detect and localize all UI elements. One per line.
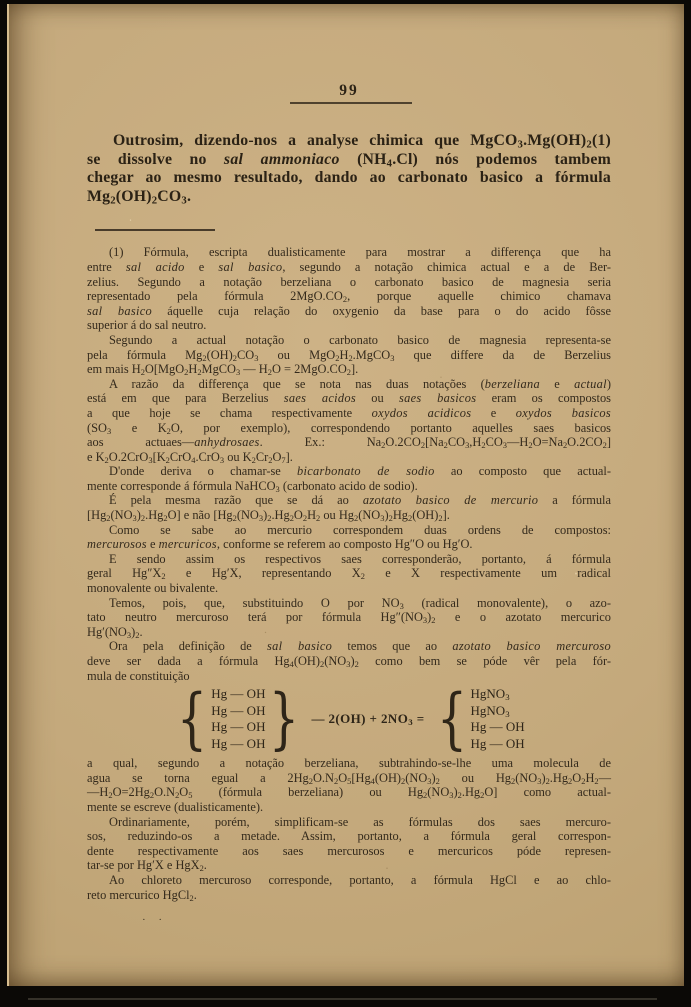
page-header (87, 82, 611, 104)
text-line: E sendo assim os respectivos saes corresponderão, portanto, á fórmula (109, 551, 611, 566)
footnote-paragraph (87, 377, 611, 465)
formula-row: Hg — OH (211, 686, 266, 702)
formula-row: Hg — OH (211, 719, 266, 735)
formula-row: Hg — OH (211, 702, 266, 718)
text-line: ($SO_3$ e $K_2O$, por exemplo), correspondendo portanto aquelles saes basicos (87, 420, 611, 436)
text-line: dente respectivamente aos saes mercurosos e mercuricos póde represen- (87, 843, 611, 858)
scan-edge-line (28, 998, 657, 1000)
text-line: agua se torna egual a $2Hg_2O.N_2O_5[Hg_4(OH)_2(NO_3)_2$ ou $Hg_2(NO_3)_2.Hg_2O_2H_2—$ (87, 770, 611, 786)
text-line: zelius. Segundo a notação berzeliana o carbonato basico de magnesia seria (87, 274, 611, 289)
text-line: Como se sabe ao mercurio correspondem duas ordens de compostos: (109, 522, 611, 537)
text-line: Ora pela definição de sal basico temos que ao azotato basico mercuroso (109, 639, 611, 654)
text-line: superior á do sal neutro. (87, 318, 207, 333)
footnote-paragraph (87, 552, 611, 596)
text-line: $—H_2O=2Hg_2O.N_2O_5$ (fórmula berzeliana) ou $Hg_2(NO_3)_2.Hg_2O$] como actual- (87, 785, 611, 801)
footnote (87, 245, 611, 902)
text-line: se dissolve no sal ammoniaco $(NH_4.Cl)$ nós podemos tambem (87, 150, 611, 170)
formula-column (211, 686, 265, 752)
text-line: geral $Hg''X_2$ e Hg′X, representando $X_2$ e X respectivamente um radical (87, 566, 611, 582)
text-line: tato neutro mercuroso terá por fórmula $Hg''(NO_3)_2$ e o azotato mercurico (87, 610, 611, 626)
footnote-paragraph (87, 464, 611, 493)
footnote-paragraph (87, 523, 611, 552)
text-line: e $K_2O.2CrO_3[K_2CrO_4.CrO_3$ ou $K_2Cr_2O_7$]. (87, 449, 293, 465)
text-line: É pela mesma razão que se dá ao azotato basico de mercurio a fórmula (109, 493, 611, 508)
text-line: mente corresponde á fórmula NaHCO$_3$ (carbonato acido de sodio). (87, 478, 418, 494)
text-line: tar-se por Hg′X e HgX$_2$. (87, 858, 207, 874)
text-line: sos, reduzindo-os a metade. Assim, portanto, a fórmula geral correspon- (87, 829, 611, 844)
right-open-brace: { (436, 680, 467, 758)
footnote-paragraph (87, 639, 611, 683)
text-line: $Mg_2(OH)_2CO_3$. (87, 187, 192, 207)
text-line: D'onde deriva o chamar-se bicarbonato de sodio ao composto que actual- (109, 464, 611, 479)
page-number-underline (290, 102, 412, 104)
text-line: monovalente ou bivalente. (87, 581, 219, 596)
text-line: entre sal acido e sal basico, segundo a notação chimica actual e a de Ber- (87, 259, 611, 274)
formula-row: Hg — OH (470, 719, 525, 735)
text-line: sal basico áquelle cuja relação do oxygenio da base para o do acido fôsse (87, 303, 611, 318)
footnote-paragraph (87, 815, 611, 873)
text-line: a qual, segundo a notação berzeliana, subtrahindo-se-lhe uma molecula de (87, 756, 611, 771)
main-paragraph (87, 132, 611, 206)
page-number: 99 (339, 82, 359, 99)
text-line: A razão da differença que se nota nas duas notações (berzeliana e actual) (109, 376, 611, 391)
text-line: deve ser dada a fórmula $Hg_4(OH)_2(NO_3)_2$ como bem se póde vêr pela fór- (87, 654, 611, 670)
text-line: chegar ao mesmo resultado, dando ao carbonato basico a fórmula (87, 169, 611, 187)
formula-row: Hg — OH (470, 735, 525, 751)
text-line: pela fórmula $Mg_2(OH)_2CO_3$ ou $MgO_2H_2.MgCO_3$ que differe da de Berzelius (87, 347, 612, 363)
text-line: $Hg'(NO_3)_2$. (87, 624, 143, 640)
footnote-paragraph (87, 245, 611, 333)
page-content (87, 4, 611, 902)
text-line: $[Hg_2(NO_3)_2.Hg_2O]$ e não [$Hg_2(NO_3)_2.Hg_2O_2H_2$ ou $Hg_2(NO_3)_2Hg_2(OH)_2$]. (87, 508, 450, 524)
text-line: mente se escreve (dualisticamente). (87, 799, 264, 814)
footnote-paragraph (87, 596, 611, 640)
text-line: Segundo a actual notação o carbonato basico de magnesia representa-se (109, 332, 611, 347)
text-line: representado pela fórmula $2MgO.CO_2$, porque aquelle chimico chamava (87, 289, 611, 305)
footnote-paragraph (87, 333, 611, 377)
text-line: mula de constituição (87, 668, 190, 683)
text-line: (1) Fórmula, escripta dualisticamente para mostrar a differença que ha (109, 245, 611, 260)
constitution-formula (87, 680, 611, 758)
print-artifact-dots: · · (142, 914, 168, 926)
formula-row: HgNO$_3$ (470, 702, 510, 719)
text-line: em mais $H_2O[MgO_2H_2MgCO_3$ — $H_2O = 2MgO.CO_2$]. (87, 362, 359, 378)
footnote-separator (95, 229, 215, 231)
text-line: está em que para Berzelius saes acidos ou saes basicos eram os compostos (87, 391, 611, 406)
text-line: Ordinariamente, porém, simplificam-se as fórmulas dos saes mercuro- (109, 814, 611, 829)
text-line: mercurosos e mercuricos, conforme se referem ao composto Hg″O ou Hg′O. (87, 537, 473, 552)
text-line: reto mercurico HgCl$_2$. (87, 887, 197, 903)
formula-column (471, 686, 525, 752)
text-line: a que hoje se chama respectivamente oxydos acidicos e oxydos basicos (87, 405, 612, 420)
footnote-paragraph (87, 873, 611, 902)
formula-row: HgNO$_3$ (470, 686, 510, 703)
footnote-paragraph (87, 756, 611, 814)
footnote-paragraph (87, 493, 611, 522)
text-line: aos actuaes—anhydrosaes. Ex.: $Na_2O.2CO_2[Na_2CO_3,H_2CO_3—H_2O=Na_2O.2CO_2]$ (87, 435, 611, 451)
text-line: Ao chloreto mercuroso corresponde, portanto, a fórmula HgCl e ao chlo- (109, 872, 611, 887)
book-page (7, 4, 684, 986)
left-open-brace: { (177, 680, 208, 758)
text-line: Outrosim, dizendo-nos a analyse chimica que $MgCO_3.Mg(OH)_2(1)$ (113, 132, 611, 151)
formula-row: Hg — OH (211, 735, 266, 751)
text-line: Temos, pois, que, substituindo O por $NO_3$ (radical monovalente), o azo- (109, 595, 611, 611)
left-close-brace: } (269, 680, 300, 758)
formula-operation: — $2(OH) + 2NO_3$ = (311, 710, 425, 728)
